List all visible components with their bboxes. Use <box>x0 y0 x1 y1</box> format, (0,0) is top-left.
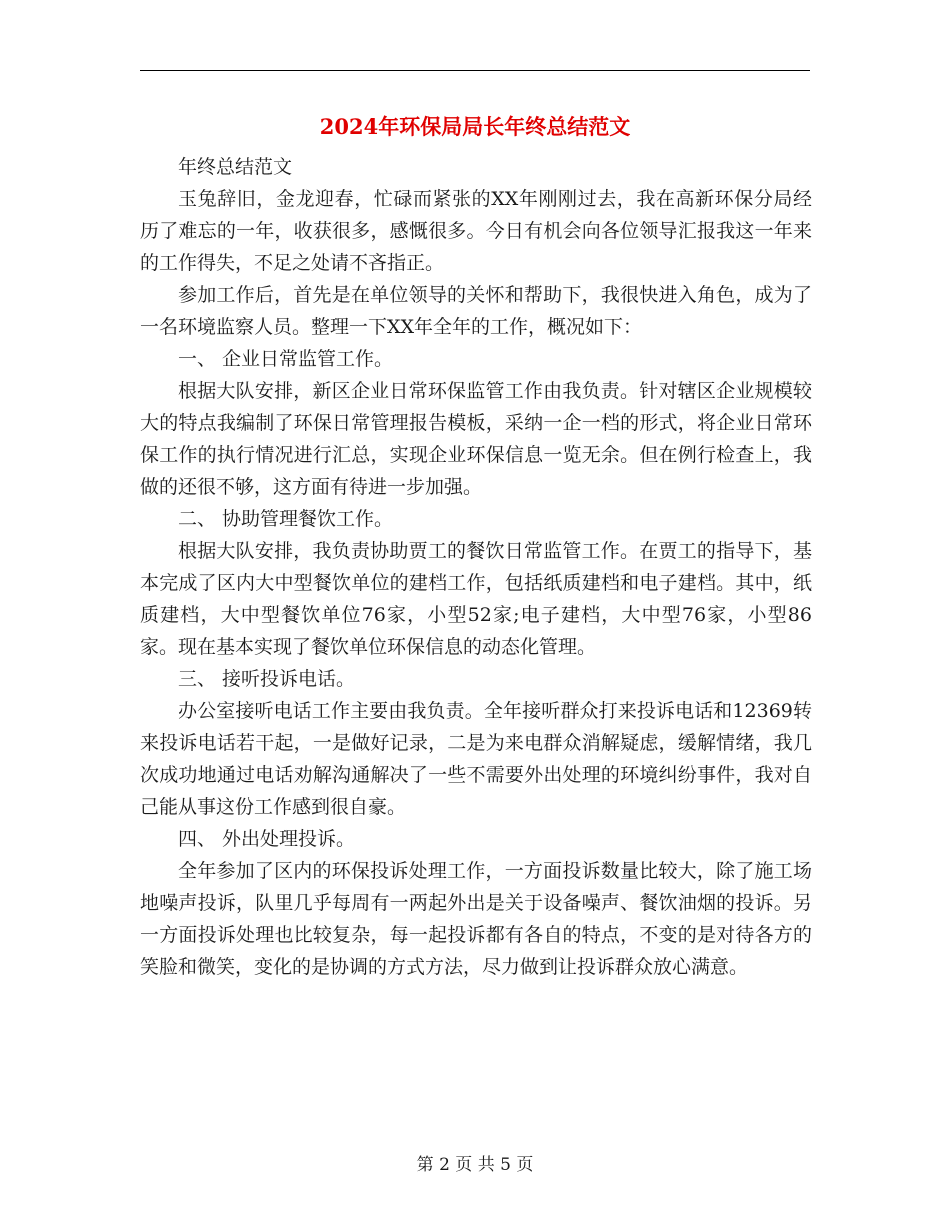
header-rule <box>140 70 810 71</box>
section-body-2: 根据大队安排，我负责协助贾工的餐饮日常监管工作。在贾工的指导下，基本完成了区内大中型餐饮单位的建档工作，包括纸质建档和电子建档。其中，纸质建档，大中型餐饮单位76家，小型52家;电子建档，大中型76家，小型86家。现在基本实现了餐饮单位环保信息的动态化管理。 <box>140 540 812 658</box>
section-heading-3: 三、 接听投诉电话。 <box>178 668 356 690</box>
section-body-1: 根据大队安排，新区企业日常环保监管工作由我负责。针对辖区企业规模较大的特点我编制了环保日常管理报告模板，采纳一企一档的形式，将企业日常环保工作的执行情况进行汇总，实现企业环保信息一览无余。但在例行检查上，我做的还很不够，这方面有待进一步加强。 <box>140 380 812 498</box>
paragraph-subtitle: 年终总结范文 <box>178 156 293 178</box>
paragraph-overview: 参加工作后，首先是在单位领导的关怀和帮助下，我很快进入角色，成为了一名环境监察人员。整理一下XX年全年的工作，概况如下： <box>140 284 812 338</box>
section-heading-2: 二、 协助管理餐饮工作。 <box>178 508 394 530</box>
page-number: 第 2 页 共 5 页 <box>416 1155 534 1175</box>
document-body <box>140 151 812 983</box>
section-heading-1: 一、 企业日常监管工作。 <box>178 348 394 370</box>
section-body-3: 办公室接听电话工作主要由我负责。全年接听群众打来投诉电话和12369转来投诉电话若干起，一是做好记录，二是为来电群众消解疑虑，缓解情绪，我几次成功地通过电话劝解沟通解决了一些不需要外出处理的环境纠纷事件，我对自己能从事这份工作感到很自豪。 <box>140 700 812 818</box>
paragraph-intro: 玉兔辞旧，金龙迎春，忙碌而紧张的XX年刚刚过去，我在高新环保分局经历了难忘的一年，收获很多，感慨很多。今日有机会向各位领导汇报我这一年来的工作得失，不足之处请不吝指正。 <box>140 188 812 274</box>
section-heading-4: 四、 外出处理投诉。 <box>178 828 356 850</box>
document-title: 2024年环保局局长年终总结范文 <box>319 114 631 139</box>
section-body-4: 全年参加了区内的环保投诉处理工作，一方面投诉数量比较大，除了施工场地噪声投诉，队里几乎每周有一两起外出是关于设备噪声、餐饮油烟的投诉。另一方面投诉处理也比较复杂，每一起投诉都有各自的特点，不变的是对待各方的笑脸和微笑，变化的是协调的方式方法，尽力做到让投诉群众放心满意。 <box>140 860 812 978</box>
